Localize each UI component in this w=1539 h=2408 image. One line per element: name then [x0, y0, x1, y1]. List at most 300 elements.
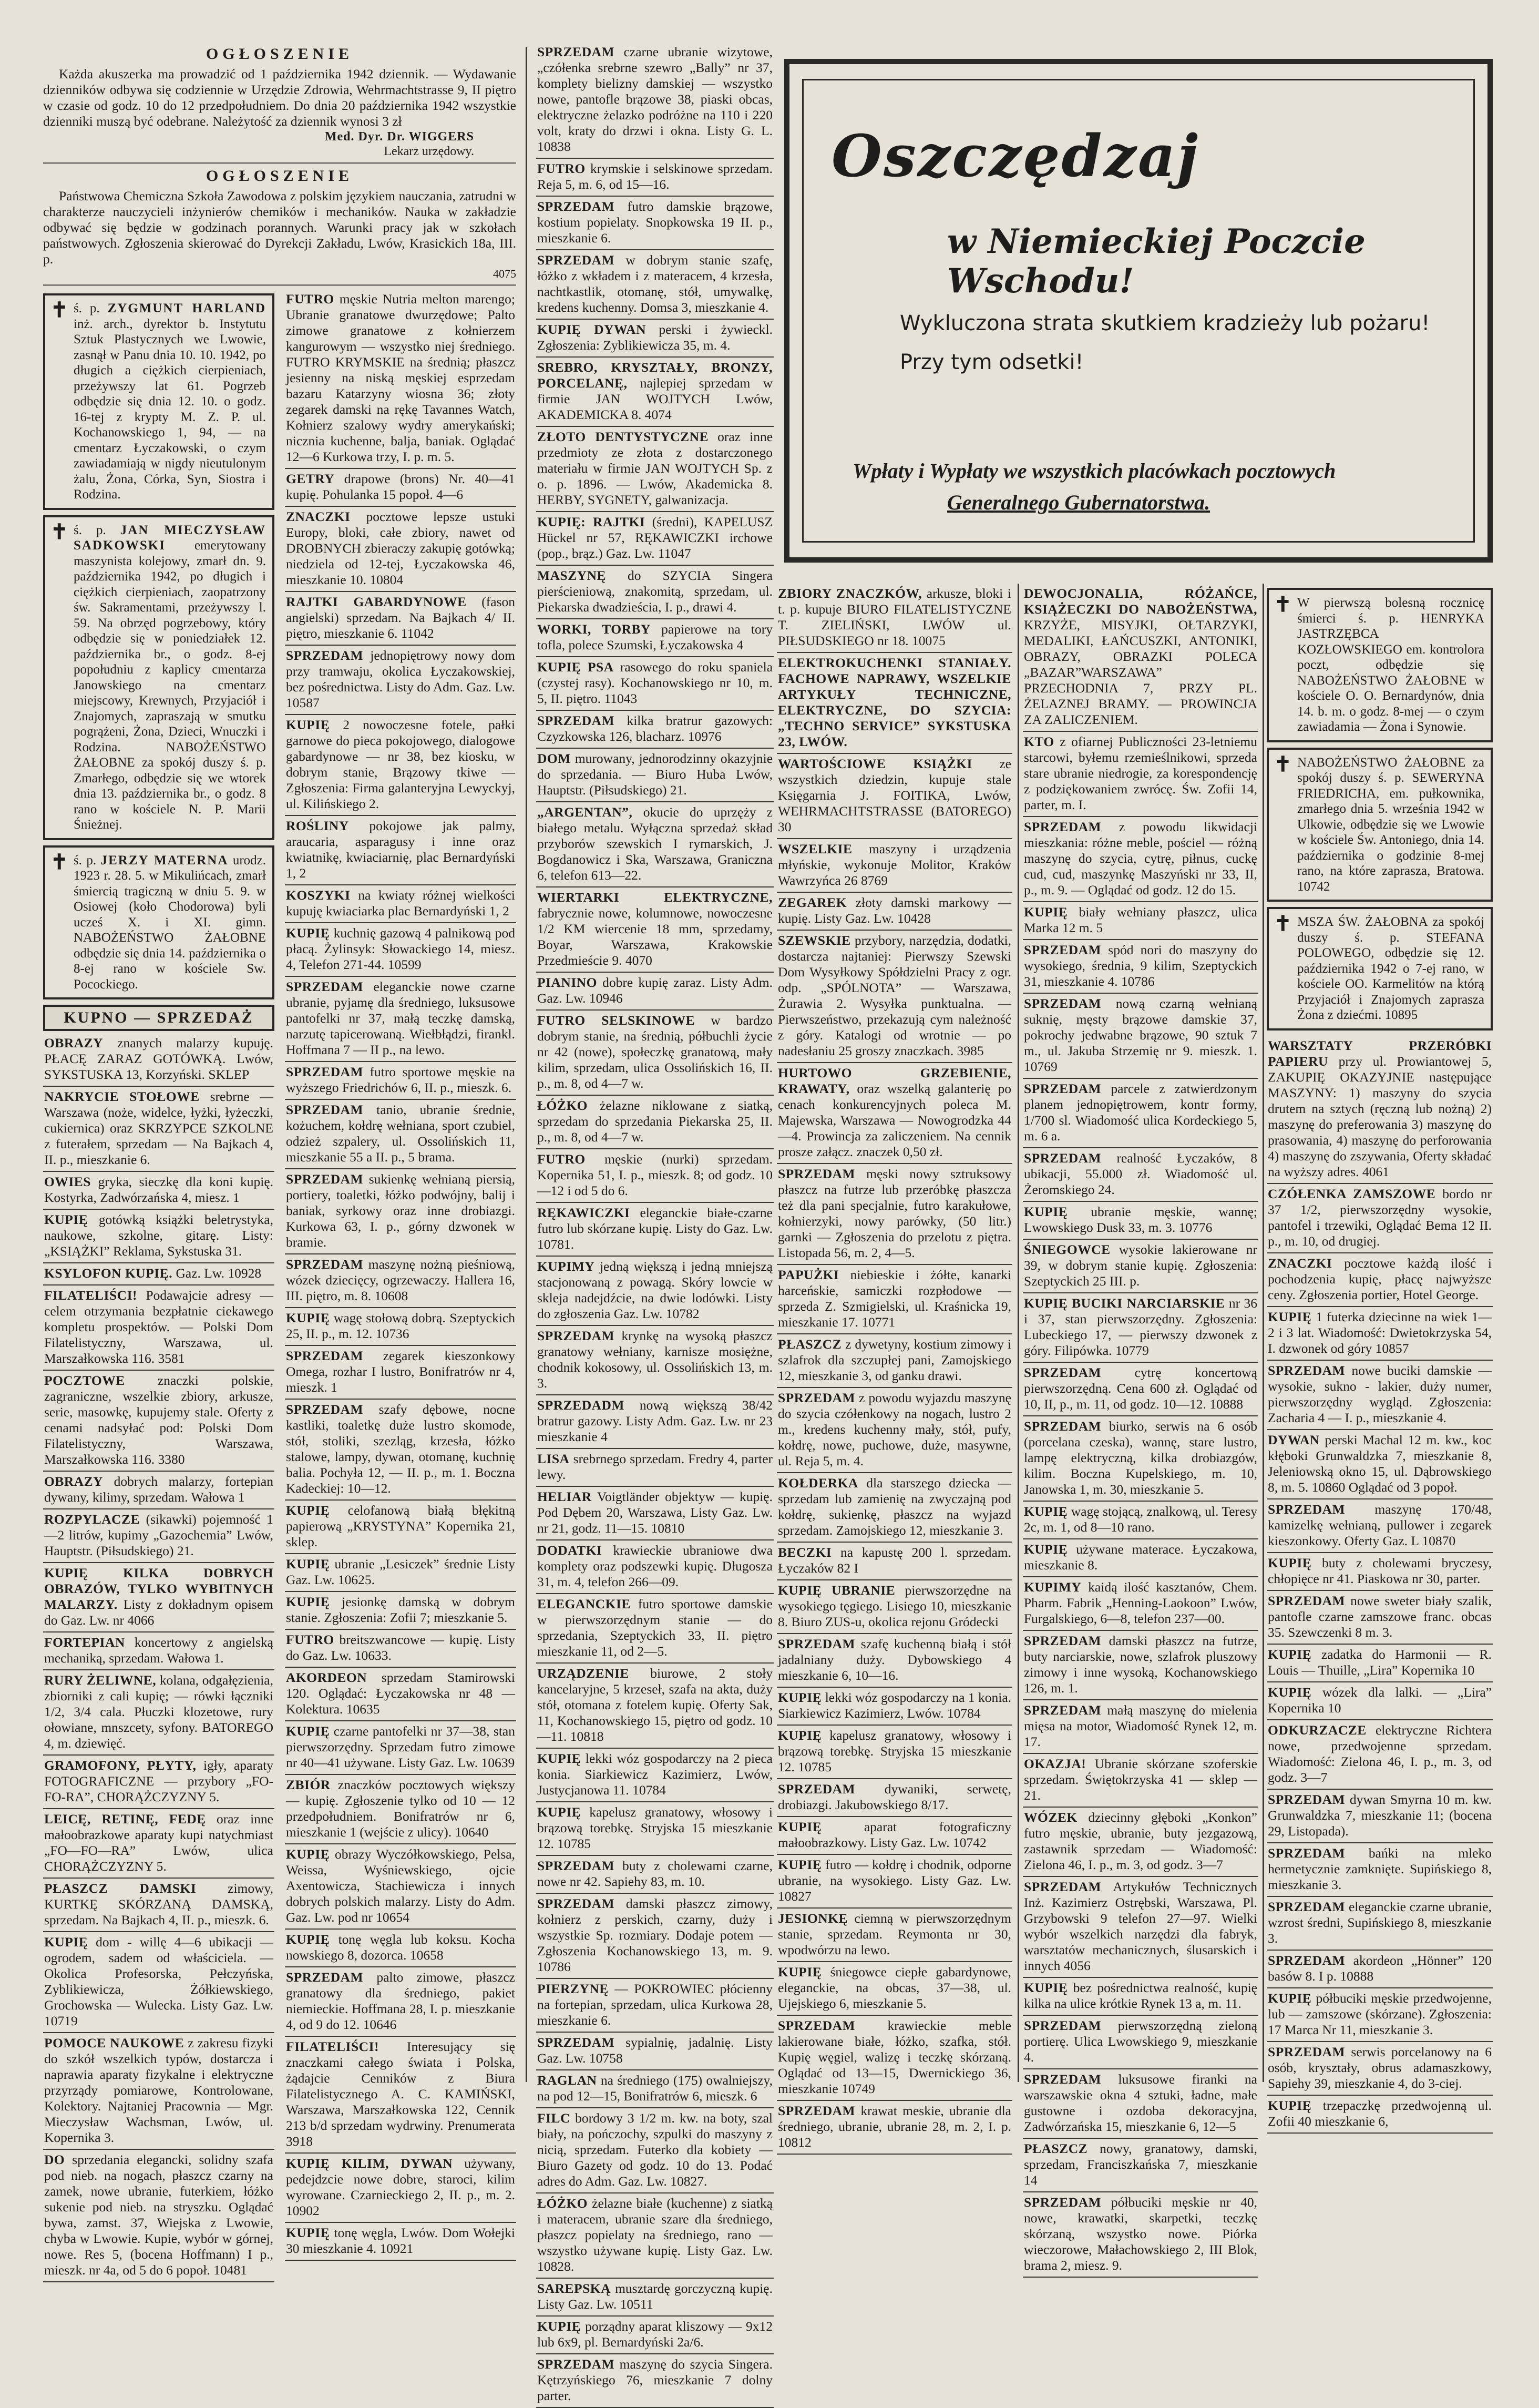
- ad-keyword: FILATELIŚCI!: [44, 1288, 137, 1303]
- classified-ad: [777, 584, 1012, 653]
- classified-ad: [536, 1449, 774, 1487]
- ad-text: z zakresu fizyki do szkół wszelkich typów, dostarcza i naprawia aparaty fizykalne i elektryczne przyrządy pomiarowe, Kontrolowane, Kolektory. Najtaniej Pracownia — Mgr. Mieczysław Wachsman, Lwów, ul. Kopernika 3.: [44, 2035, 273, 2145]
- classified-ad: [1023, 584, 1258, 732]
- ad-keyword: SPRZEDAM: [778, 2103, 856, 2118]
- ad-keyword: SPRZEDAM: [1268, 1791, 1346, 1807]
- ad-keyword: KUPIĘ PSA: [537, 659, 614, 675]
- ad-keyword: SPRZEDAM: [778, 1390, 856, 1405]
- ad-text: perski Machal 12 m. kw., koc kłęboki Grunwaldzka 7, mieszkanie 8, Jeleniowską okno 15, ul. Dąbrowskiego 8, m. 5. 10860 Oglądać od 3 popoł.: [1268, 1432, 1492, 1495]
- classified-ad: [1023, 940, 1258, 994]
- ad-keyword: WARTOŚCIOWE KSIĄŻKI: [778, 756, 972, 771]
- column-divider: [1263, 584, 1264, 2082]
- ad-text: męskie Nutria melton marengo; Ubranie granatowe dwurzędowe; Palto zimowe granatowe z kołnierzem kangurowym — wszystko niej średniego. FUTRO KRYMSKIE na średnią; płaszcz jesienny na niską męskiej esprzedam bazaru Katarzyny wiosna 36; złoty zegarek damski na rękę Tavannes Watch, Kołnierz szalowy wydry amerykański; nicznia kuchenne, balja, baniak. Oglądać 12—6 Kurkowa trzy, I. p. m. 5.: [286, 291, 515, 464]
- ad-text: nową większą 38/42 bratrur gazowy. Listy Adm. Gaz. Lw. nr 23 mieszkanie 4: [537, 1397, 773, 1444]
- ad-text: tonę węgla, Lwów. Dom Wołejki 30 mieszkanie 4. 10921: [286, 2225, 515, 2256]
- ad-text: wózek dla lalki. — „Lira” Kopernika 10: [1268, 1684, 1492, 1716]
- classified-ad: [777, 1063, 1012, 1164]
- ad-text: sprzedania elegancki, solidny szafa pod nieb. na nogach, płaszcz czarny na zamek, nowe ubranie, futerkiem, łóżko sukenie pod nieb. na stryszku. Oglądać bywa, zamst. 37, Wiejska z Lwowie, chyba w Lwowie. Kupie, wybór w górnej, nowe. Res 5, (bocena Hoffmann) I p., mieszk. nr 4a, od 5 do 6 popoł. 10481: [44, 2152, 273, 2278]
- classified-ad: [1023, 1808, 1258, 1877]
- ad-text: parcele z zatwierdzonym planem jednopiętrowem, kontr formy, 1/700 sl. Wiadomość ulica Kordeckiego 5, m. 6 a.: [1024, 1081, 1257, 1144]
- ad-keyword: RĘKAWICZKI: [537, 1205, 630, 1220]
- classified-ad: [43, 1371, 274, 1472]
- classified-ad: [536, 802, 774, 887]
- ad-text: eleganckie nowe czarne ubranie, pyjamę dla średniego, luksusowe pantofelki nr 37, małą teczkę damską, narzutę tapicerowaną. Wiełbłądzi, firankl. Hoffmana 7 — II p., na lewo.: [286, 979, 516, 1057]
- ad-keyword: SPRZEDAM: [1024, 996, 1102, 1011]
- ad-keyword: SPRZEDAM: [286, 1970, 364, 1985]
- ad-keyword: KUPIĘ: [286, 1932, 330, 1947]
- ad-text: nową czarną wełnianą suknię, męsty brązowe damskie 37, pokrochy jedwabne brązowe, 90 sztuk 7 m., ul. Jakuba Strzemię nr 9. mieszk. 1. 10769: [1024, 996, 1257, 1074]
- classified-ad: [285, 289, 516, 469]
- ad-text: realność Łyczaków, 8 ubikacji, 55.000 zł. Wiadomość ul. Żeromskiego 24.: [1024, 1150, 1258, 1197]
- ad-text: eleganckie białe-czarne futro lub skórzane kupię. Listy do Gaz. Lw. 10781.: [537, 1205, 773, 1252]
- ad-keyword: SPRZEDAM: [1268, 2044, 1346, 2059]
- classified-ad: [43, 1210, 274, 1263]
- ad-keyword: KSYLOFON KUPIĘ.: [44, 1266, 173, 1281]
- classified-ad: [1023, 1293, 1258, 1363]
- ad-text: dla starszego dziecka — sprzedam lub zamienię na zwyczajną pod kołdrę, sukienkę, płaszcz na wyjazd sprzedam. Zamojskiego 12, mieszkanie 3.: [778, 1475, 1012, 1538]
- ad-text: dywaniki, serwetę, drobiazgi. Jakubowskiego 8/17.: [778, 1781, 1011, 1812]
- ad-keyword: OWIES: [44, 1174, 91, 1189]
- ad-keyword: SPRZEDAM: [1268, 1362, 1346, 1378]
- ad-text: Gaz. Lw. 10928: [176, 1266, 262, 1281]
- classified-ad: [536, 711, 774, 749]
- ad-text: Artykułów Technicznych Inż. Kazimierz Ostrębski, Warszawa, Pl. Grzybowski 9 telefon 27—97. Wielki wybór wszelkich narzędzi dla fabryk, warsztatów mechanicznych, ślusarskich i innych 4056: [1024, 1879, 1257, 1973]
- classified-ad: [1023, 2016, 1258, 2069]
- classified-ad: [43, 1509, 274, 1563]
- classified-ad: [285, 1062, 516, 1100]
- classified-ad: [285, 592, 516, 646]
- classified-ad: [1023, 1240, 1258, 1293]
- classified-ad: [536, 2354, 774, 2408]
- notice-wiggers: [43, 45, 516, 159]
- classified-ad: [1023, 1363, 1258, 1416]
- ad-keyword: ŁÓŻKO: [537, 1098, 588, 1113]
- classified-ad: [1023, 817, 1258, 902]
- ad-text: musztardę gorczyczną kupię. Listy Gaz. Lw. 10511: [537, 2281, 773, 2312]
- classified-ad: [777, 754, 1012, 839]
- classified-ad: [43, 1087, 274, 1172]
- classified-ad: [1023, 1877, 1258, 1978]
- classified-ad: [536, 1149, 774, 1203]
- ad-text: pierwszorzędne na wysokiego tęgiego. Lisiego 10, mieszkanie 8. Biuro ZUS-u, okolica rejonu Gródecki: [778, 1583, 1011, 1629]
- section-title: KUPNO — SPRZEDAŻ: [43, 1005, 274, 1031]
- notice-heading: OGŁOSZENIE: [206, 45, 354, 63]
- ad-keyword: WIERTARKI ELEKTRYCZNE,: [537, 890, 773, 905]
- ad-keyword: ZNACZKI: [286, 509, 351, 524]
- classified-ad: [43, 2150, 274, 2282]
- classified-ad: [777, 1688, 1012, 1726]
- classified-ad: [777, 839, 1012, 893]
- ad-keyword: PAPUŻKI: [778, 1267, 839, 1282]
- ad-text: nowe sweter biały szalik, pantofle czarne zamszowe franc. obcas 35. Szewczenki 8 m. 3.: [1268, 1593, 1492, 1640]
- ad-text: niebieskie i żółte, kanarki harceńskie, samiczki rozpłodowe — sprzeda Z. Szmigielski, ul. Kraśnicka 19, mieszkanie 17. 10771: [778, 1267, 1011, 1330]
- ad-text: pierwszorzędną zieloną portierę. Ulica Lwowskiego 9, mieszkanie 4.: [1024, 2018, 1257, 2065]
- ad-keyword: URZĄDZENIE: [537, 1666, 630, 1681]
- cross-icon: ✝: [50, 850, 68, 874]
- ad-text: — POKROWIEC płócienny na fortepian, sprzedam, ulica Kurkowa 28, mieszkanie 6.: [537, 1981, 773, 2028]
- classified-ad: [1023, 1502, 1258, 1539]
- classified-ad: [536, 2070, 774, 2108]
- ad-text: koncertowy z angielską mechaniką, sprzedam. Wałowa 1.: [44, 1635, 273, 1666]
- ad-keyword: SPRZEDAM: [286, 979, 364, 994]
- ad-keyword: KUPIĘ: [1024, 904, 1068, 920]
- ad-keyword: CZÓŁENKA ZAMSZOWE: [1268, 1186, 1436, 1201]
- ad-keyword: FUTRO SELSKINOWE: [537, 1013, 695, 1028]
- classified-ad: [536, 887, 774, 973]
- classified-ad: [536, 1540, 774, 1594]
- ad-text: pokojowe jak palmy, araucaria, asparagusy i inne oraz kwiatnikę, kwiaciarnię, plac Bernardyński 1, 2: [286, 818, 515, 881]
- classified-ad: [536, 320, 774, 358]
- ad-line-deposits: Wpłaty i Wypłaty we wszystkich placówkach pocztowych: [853, 459, 1336, 483]
- ad-keyword: SPRZEDAM: [1024, 1150, 1102, 1166]
- classified-ad: [1023, 2069, 1258, 2139]
- classified-ad: [285, 1721, 516, 1775]
- classified-ad: [1267, 1988, 1493, 2042]
- ad-text: futro sportowe damskie w pierwszorzędnym stanie — do sprzedania, Szeptyckich 33, II. piętro mieszkanie 11, od 2—5.: [537, 1596, 773, 1659]
- ad-keyword: KOŁDERKA: [778, 1475, 858, 1491]
- ad-text: pocztowe każdą ilość i pochodzenia kupię, płacę najwyższe ceny. Zgłoszenia portier, Hotel George.: [1268, 1255, 1492, 1302]
- ad-text: z dywetyny, kostium zimowy i szlafrok dla szczupłej pani, Zamojskiego 12, mieszkanie 3, od ganku drawi.: [778, 1336, 1011, 1383]
- classified-ad: [285, 1668, 516, 1721]
- obituary: [1267, 588, 1493, 742]
- ad-text: damski płaszcz zimowy, kołnierz z perskich, czarny, duży i wszystkie Sp. rozmiary. Dodaje potem — Zgłoszenia Kochanowskiego 13, m. 9. 10786: [537, 1896, 773, 1974]
- ad-text: na kwiaty różnej wielkości kupuję kwiaciarka plac Bernardyński 1, 2: [286, 887, 515, 919]
- ad-keyword: POCZTOWE: [44, 1373, 125, 1388]
- ad-keyword: KUPIĘ: [1024, 1204, 1068, 1219]
- ad-text: biurowe, 2 stoły kancelaryjne, 5 krzeseł, szafa na akta, duży stół, otomana z fotelem kupię. Oferty Sak, 11, Kochanowskiego 15, piętro od godz. 10—11. 10818: [537, 1666, 773, 1744]
- classified-ad: [777, 1726, 1012, 1779]
- ad-text: spód nori do maszyny do wysokiego, średnia, 9 kilim, Szeptyckich 31, mieszkanie 4. 10786: [1024, 942, 1257, 989]
- ad-text: biały wełniany płaszcz, ulica Marka 12 m. 5: [1024, 904, 1257, 935]
- column-6: [1267, 584, 1493, 2129]
- classified-ad: [536, 1979, 774, 2033]
- ad-number: 4075: [493, 267, 516, 280]
- ad-keyword: ZEGAREK: [778, 895, 847, 910]
- ad-text: sprzedam Stamirowski 120. Oglądać: Łyczakowska nr 48 — Kolektura. 10635: [286, 1670, 515, 1717]
- obituary-text: urodz. 1923 r. 28. 5. w Mikulińcach, zmarł śmiercią tragiczną w dniu 5. 9. w Osiowej (koło Chodorowa) byli ucześ X. i XI. gimn. NABOŻEŃSTWO ŻAŁOBNE odbędzie się dnia 14. października o 8-ej rano w kościele Sw. Pocockiego.: [74, 853, 266, 992]
- classified-ad: [43, 1879, 274, 1932]
- obituary-name: ZYGMUNT HARLAND: [107, 301, 266, 315]
- divider: [43, 284, 516, 286]
- classified-ad: [1023, 1416, 1258, 1502]
- classified-ad: [1023, 2192, 1258, 2278]
- ad-keyword: SREBRO, KRYSZTAŁY, BRONZY, PORCELANĘ,: [537, 360, 773, 391]
- classified-ad: [536, 1856, 774, 1894]
- ad-text: buty z cholewami bryczesy, chłopięce nr 41. Piaskowa nr 30, parter.: [1268, 1555, 1492, 1586]
- ads-list-5: [1023, 584, 1258, 2278]
- ad-keyword: SPRZEDAM: [778, 2018, 856, 2033]
- ad-keyword: KUPIĘ KILIM, DYWAN: [286, 2156, 453, 2171]
- ad-text: używane materace. Łyczakowa, mieszkanie 8.: [1024, 1542, 1258, 1573]
- column-5: [1023, 584, 1258, 2273]
- ad-keyword: KUPIĘ: [778, 1857, 822, 1872]
- ad-text: bordo nr 37 1/2, pierwszorzędny wysokie, pantofel i trzewiki, Oglądać Bema 12 II. p., m. 10, od drugiej.: [1268, 1186, 1492, 1249]
- classified-ad: [285, 715, 516, 816]
- ad-text: sypialnię, jadalnię. Listy Gaz. Lw. 10758: [537, 2035, 773, 2066]
- classified-ad: [285, 469, 516, 507]
- ad-keyword: KUPIĘ: [286, 1556, 330, 1572]
- ad-keyword: WORKI, TORBY: [537, 621, 651, 637]
- ad-text: znaczki polskie, zagraniczne, wszelkie zbiory, arkusze, serie, masowkę, kupujemy stale. Oferty z cenami nadsyłać pod: Polski Dom Filatelistyczny, Warszawa, Marszałkowska 116. 3380: [44, 1373, 273, 1467]
- ad-keyword: SAREPSKĄ: [537, 2281, 611, 2296]
- cross-icon: ✝: [1274, 593, 1292, 616]
- classified-ad: [536, 42, 774, 159]
- ad-text: krynkę na wysoką płaszcz granatowy wełniany, karnisze mosiężne, chodnik kokosowy, ul. Ossolińskich 13, m. 3.: [537, 1328, 773, 1391]
- cross-icon: ✝: [1274, 752, 1292, 776]
- ad-text: murowany, jednorodzinny okazyjnie do sprzedania. — Biuro Huba Lwów, Hauptstr. (Piłsudskiego) 21.: [537, 751, 773, 798]
- ad-text: kaidą ilość kasztanów, Chem. Pharm. Fabrik „Henning-Laokoon” Lwów, Furgalskiego, 6—8, telefon 237—00.: [1024, 1579, 1257, 1626]
- ad-text: nr 36 i 37, stan pierwszorzędny. Zgłoszenia: Lubeckiego 17, — pierwszy dzwonek z góry. Filipówka. 10779: [1024, 1295, 1257, 1358]
- ad-keyword: KUPIĘ: [1268, 1990, 1312, 2006]
- classified-ad: [777, 653, 1012, 754]
- ad-text: Podawajcie adresy — celem otrzymania bezpłatnie ciekawego kompletu prospektów. — Polski Dom Filatelistyczny, Warszawa, ul. Marszałkowska 116. 3581: [44, 1288, 273, 1366]
- classified-ad: [777, 1164, 1012, 1265]
- classified-ad: [1267, 1591, 1493, 1645]
- ad-keyword: JESIONKĘ: [778, 1911, 848, 1926]
- ad-text: szafy dębowe, nocne kastliki, toaletkę duże lustro skomode, stół, stoliki, szezląg, krzesła, łóżko stalowe, lampy, dywan, otomanę, kuchnię balia. Pochyła 12, — II. p., m. 1. Boczna Kadeckiej: 10—12.: [286, 1402, 515, 1496]
- ad-line-theft: Wykluczona strata skutkiem kradzieży lub pożaru!: [900, 311, 1430, 335]
- ad-text: igły, aparaty FOTOGRAFICZNE — przybory „FO-FO-RA”, CHORĄŻCZYZNY 5.: [44, 1758, 273, 1804]
- classified-ad: [1023, 1539, 1258, 1577]
- ad-keyword: ELEGANCKIE: [537, 1596, 631, 1611]
- ad-keyword: KUPIĘ: [1024, 1980, 1068, 1995]
- ad-text: przybory, narzędzia, dodatki, dostarcza najtaniej: Pierwszy Szewski Dom Wysyłkowy Spółdzielni Pracy z ogr. odp. „SPÓLNOTA” — Warszawa, Żurawia 2. Wysyłka punktualna. — Pierwszeństwo, przekazują cym należność z góry. Katalogi od wrotnie — po nadesłaniu 25 groszy znaczkach. 3985: [778, 933, 1011, 1058]
- ad-text: nowe buciki damskie — wysokie, sukno - lakier, duży numer, pierwszorzędny wygląd. Zgłoszenia: Zacharia 4 — I. p., mieszkanie 4.: [1268, 1362, 1492, 1425]
- notice-text: Państwowa Chemiczna Szkoła Zawodowa z polskim językiem nauczania, zatrudni w charakterze nauczycieli inżynierów chemików i mechaników. Nauka w zakładzie odbywać się będzie w godzinach porannych. Warunki pracy jak w szkołach państwowych. Zgłoszenia skierować do Dyrekcji Zakładu, Lwów, Krasickich 18a, III. p.: [43, 188, 516, 267]
- ad-keyword: PIANINO: [537, 975, 598, 990]
- ads-list-3: [536, 42, 774, 2408]
- column-divider: [1018, 584, 1019, 2082]
- ad-text: z powodu likwidacji mieszkania: różne meble, pościel — różną maszynę do szycia, cytrę, piłnus, cuckę cud, cud, maszynkę Maszyński nr 33, II, p., m. 9. — Oglądać od godz. 12 do 15.: [1024, 819, 1257, 897]
- classified-ad: [1023, 1079, 1258, 1148]
- ad-keyword: KUPIMY: [1024, 1579, 1082, 1595]
- classified-ad: [777, 931, 1012, 1063]
- ad-keyword: ŚNIEGOWCE: [1024, 1242, 1111, 1257]
- notice-signature: [43, 129, 516, 159]
- ad-keyword: SPRZEDAM: [1024, 942, 1102, 957]
- ad-text: przy ul. Prowiantowej 5, ZAKUPIĘ OKAZYJNIE następujące MASZYNY: 1) maszyny do szycia drutem na sztych (ręczną lub nożną) 2) maszynę do preferowania 3) maszynę do prasowania, 4) maszynę do perforowania 4) maszynę do zszywania, Oferty składać na wyższy adres. 4061: [1268, 1053, 1492, 1179]
- ad-keyword: LEICĘ, RETINĘ, FEDĘ: [44, 1811, 206, 1827]
- classified-ad: [285, 1346, 516, 1400]
- ad-text: używany, pedejdzcie nowe dobre, staroci, kilim wyrowane. Czarnieckiego 2, II. p., m. 2. 10902: [286, 2156, 515, 2218]
- ad-text: męskie (nurki) sprzedam. Kopernika 51, I. p., mieszk. 8; od godz. 10—12 i od 5 do 6.: [537, 1151, 773, 1198]
- ad-text: na średniego (175) owalniejszy, na pod 12—15, Bonifratrów 6, mieszk. 6: [537, 2073, 773, 2104]
- ad-text: maszynę nożną pieśniową, wózek dziecięcy, ogrzewaczy. Hallera 16, III. piętro, m. 8. 10608: [286, 1257, 516, 1303]
- classified-ad: [43, 1472, 274, 1509]
- classified-ad: [1267, 1682, 1493, 1720]
- ad-keyword: MASZYNĘ: [537, 568, 607, 583]
- ad-keyword: PŁASZCZ DAMSKI: [44, 1881, 197, 1896]
- classified-ad: [1023, 1202, 1258, 1240]
- classified-ad: [777, 1265, 1012, 1334]
- classified-ad: [285, 1169, 516, 1254]
- notice-heading: OGŁOSZENIE: [206, 167, 354, 185]
- ad-keyword: DYWAN: [1268, 1432, 1320, 1447]
- ad-text: oraz inne przedmioty ze złota z dostarczonego materiału w firmie JAN WOJTYCH Sp. z o. p. 1896. — Lwów, Akademicka 8. HERBY, SYGNETY, galwanizacja.: [537, 429, 773, 507]
- classified-ad: [43, 1033, 274, 1087]
- ad-text: wagę stojącą, znalkową, ul. Teresy 2c, m. 1, od 8—10 rano.: [1024, 1504, 1257, 1535]
- classified-ad: [1023, 1978, 1258, 2016]
- ad-keyword: FORTEPIAN: [44, 1635, 125, 1650]
- classified-ad: [1023, 902, 1258, 940]
- classified-ad: [43, 1932, 274, 2033]
- ad-text: cytrę koncertową pierwszorzędną. Cena 600 zł. Oglądać od 10, II, p., m. 11, od godz. 10—12. 10888: [1024, 1365, 1257, 1412]
- obituary-text: NABOŻEŃSTWO ŻAŁOBNE za spokój duszy ś. p. SEWERYNA FRIEDRICHA, em. pułkownika, zmarłego dnia 5. września 1942 w Ulkowie, odbędzie się we Lwowie w kościele Św. Antoniego, dnia 14. października o godzinie 8-mej rano, na które zaprasza, Bratowa. 10742: [1297, 755, 1484, 894]
- classified-ad: [1267, 1553, 1493, 1591]
- ad-text: obrazy Wyczółkowskiego, Pelsa, Weissa, Wyśniewskiego, ojcie Axentowicza, Stachiewicza i innych dobrych polskich malarzy. Listy do Adm. Gaz. Lw. pod nr 10654: [286, 1846, 516, 1925]
- ad-keyword: DO: [44, 2152, 65, 2167]
- classified-ad: [1267, 1499, 1493, 1553]
- ad-keyword: BECZKI: [778, 1545, 832, 1560]
- ad-text: akordeon „Hönner” 120 basów 8. I p. 10888: [1268, 1952, 1492, 1984]
- ad-keyword: KUPIĘ: [286, 925, 330, 941]
- classified-ad: [777, 1580, 1012, 1634]
- ad-keyword: SPRZEDAM: [1024, 1633, 1102, 1648]
- ad-keyword: OKAZJA!: [1024, 1756, 1086, 1771]
- ad-keyword: KUPIĘ: [778, 1690, 822, 1705]
- ad-keyword: HURTOWO GRZEBIENIE, KRAWATY,: [778, 1065, 1011, 1096]
- ad-text: wagę stołową dobrą. Szeptyckich 25, II. p., m. 12. 10736: [286, 1310, 516, 1341]
- classified-ad: [536, 1594, 774, 1664]
- divider: [43, 162, 516, 164]
- classified-ad: [536, 1203, 774, 1257]
- ad-text: na kapustę 200 l. sprzedam. Łyczaków 82 I: [778, 1545, 1011, 1576]
- column-divider: [526, 47, 527, 2082]
- ad-keyword: KUPIĘ: [1268, 1684, 1312, 1700]
- ad-keyword: PŁASZCZ: [778, 1336, 842, 1352]
- ad-text: żelazne niklowane z siatką, sprzedam do sprzedania Piekarska 25, II. p., m. 8, od 4—7 w.: [537, 1098, 773, 1145]
- classified-ad: [43, 1670, 274, 1756]
- ads-list-6: [1267, 1036, 1493, 2134]
- column-1: [43, 42, 516, 2278]
- classified-ad: [43, 1563, 274, 1632]
- ad-keyword: ŁÓŻKO: [537, 2196, 588, 2211]
- ad-keyword: KUPIĘ: [286, 717, 330, 732]
- ad-keyword: SPRZEDAM: [1024, 1081, 1102, 1096]
- ad-keyword: SPRZEDAM: [1024, 2018, 1102, 2033]
- signature-title: Lekarz urzędowy.: [384, 145, 474, 158]
- ad-text: arkusze, bloki i t. p. kupuje BIURO FILATELISTYCZNE T. ZIELIŃSKI, LWÓW ul. PIŁSUDSKIEGO nr 18. 10075: [778, 586, 1012, 648]
- ad-keyword: KUPIĘ: [286, 1503, 330, 1518]
- obituary-text: W pierwszą bolesną rocznicę śmierci ś. p. HENRYKA JASTRZĘBCA KOZŁOWSKIEGO em. kontrolora poczt, odbędzie się NABOŻEŃSTWO ŻAŁOBNE w kościele O. O. Bernardynów, dnia 14. b. m. o godz. 8-mej — o czym zawiadamia — Żona i Synowie.: [1297, 596, 1484, 734]
- ad-keyword: SPRZEDAM: [286, 1171, 364, 1187]
- ad-keyword: KUPIĘ: [286, 1846, 330, 1862]
- ad-keyword: KUPIĘ: [1024, 1504, 1068, 1519]
- ad-text: serwis porcelanowy na 6 osób, kryształy, obrus adamaszkowy, Sapiehy 39, mieszkanie 4, do 3-ciej.: [1268, 2044, 1492, 2091]
- ad-text: kilka bratrur gazowych: Czyzkowska 126, blacharz. 10976: [537, 713, 773, 744]
- ad-text: (średni), KAPELUSZ Hückel nr 57, RĘKAWICZKI irchowe (pop., brąz.) Gaz. Lw. 11047: [537, 514, 773, 561]
- ad-keyword: RAJTKI GABARDYNOWE: [286, 594, 467, 609]
- ad-text: tanio, ubranie średnie, kożuchem, kołdrę wełniana, sport czubiel, odzież szpalery, ul. Ossolińskich 11, mieszkanie 55 a II. p., 5 brama.: [286, 1102, 516, 1165]
- classified-ad: [43, 1756, 274, 1809]
- obituary: ✝ ś. p. JAN MIECZYSŁAW SADKOWSKI emerytowany maszynista kolejowy, zmarł dn. 9. października 1942, po długich i ciężkich cierpieniach, zaopatrzony św. Sakramentami, przeżywszy l. 59. Na obrzęd pogrzebowy, który odbędzie się w poniedziałek 12. października br., o godz. 8-ej popołudniu z kaplicy cmentarza Janowskiego na cmentarz miejscowy, Krewnych, Przyjaciół i Znajomych, zapraszają w smutku pogrążeni, Żona, Dzieci, Wnuczki i Rodzina. NABOŻEŃSTWO ŻAŁOBNE za spokój duszy ś. p. Zmarłego, odbędzie się we wtorek dnia 13. października br., o godz. 8 rano w kościele N. P. Marii Śnieżnej.: [43, 515, 274, 840]
- ad-keyword: PIERZYNĘ: [537, 1981, 609, 1996]
- ad-text: ubranie „Lesiczek” średnie Listy Gaz. Lw. 10625.: [286, 1556, 516, 1587]
- ad-text: luksusowe firanki na warszawskie okna 4 sztuki, ładne, małe gustowne i ozdoba dekoracyjna, Zadwórzańska 15, mieszkanie 6, 12—5: [1024, 2072, 1257, 2134]
- ad-keyword: SPRZEDAM: [537, 2035, 615, 2050]
- classified-ad: [43, 1285, 274, 1371]
- ad-text: oraz wszelką galanterię po cenach konkurencyjnych poleca M. Majewska, Warszawa — Nowogrodzka 44—4. Prowincja za zaliczeniem. Na cennik prosze załącz. znaczek 0,50 zł.: [778, 1081, 1012, 1159]
- classified-ad: [777, 1334, 1012, 1388]
- ad-keyword: FUTRO: [537, 161, 586, 176]
- classified-ad: [1267, 1307, 1493, 1361]
- ad-keyword: ODKURZACZE: [1268, 1722, 1367, 1738]
- ad-text: maszynę 170/48, kamizelkę wełnianą, pullower i zegarek kieszonkowy. Oferty Gaz. L 10870: [1268, 1501, 1492, 1548]
- obituary-text: emerytowany maszynista kolejowy, zmarł dn. 9. października 1942, po długich i ciężkich cierpieniach, zaopatrzony św. Sakramentami, przeżywszy l. 59. Na obrzęd pogrzebowy, który odbędzie się w poniedziałek 12. października br., o godz. 8-ej popołudniu z kaplicy cmentarza Janowskiego na cmentarz miejscowy, Krewnych, Przyjaciół i Znajomych, zapraszają w smutku pogrążeni, Żona, Dzieci, Wnuczki i Rodzina. NABOŻEŃSTWO ŻAŁOBNE za spokój duszy ś. p. Zmarłego, odbędzie się we wtorek dnia 13. października br., o godz. 8 rano w kościele N. P. Marii Śnieżnej.: [74, 538, 266, 832]
- ad-keyword: KUPIĘ BUCIKI NARCIARSKIE: [1024, 1295, 1225, 1311]
- ad-text: oraz inne małoobrazkowe aparaty kupi natychmiast „FO—FO—RA” Lwów, ulica CHORĄŻCZYZNY 5.: [44, 1811, 273, 1874]
- ad-keyword: ROZPYLACZE: [44, 1512, 140, 1527]
- ad-text: nowy, granatowy, damski, sprzedam, Franciszkańska 7, mieszkanie 14: [1024, 2141, 1257, 2188]
- ad-keyword: FUTRO: [537, 1151, 586, 1167]
- ad-keyword: FUTRO: [286, 291, 334, 307]
- ad-text: krawieckie meble lakierowane białe, łóżko, szafka, stół. Kupię węgiel, walizę i teczkę skórzaną. Oglądać od 13—15, Dwernickiego 36, mieszkanie 10749: [778, 2018, 1011, 2096]
- ad-text: ze wszystkich dziedzin, kupuje stale Księgarnia J. FOITIKA, Lwów, WEHRMACHTSTRASSE (BATOREGO) 30: [778, 756, 1011, 834]
- ad-keyword: KUPIĘ DYWAN: [537, 322, 646, 337]
- ad-text: dobrych malarzy, fortepian dywany, kilimy, sprzedam. Wałowa 1: [44, 1474, 273, 1505]
- classified-ad: [1267, 1645, 1493, 1682]
- classified-ad: [777, 1634, 1012, 1688]
- ad-text: trzepaczkę przedwojenną ul. Zofii 40 mieszkanie 6,: [1268, 2097, 1492, 2129]
- ad-text: rasowego do roku spaniela (czystej rasy). Kochanowskiego nr 10, m. 5, II. piętro. 11043: [537, 659, 773, 706]
- obituary: ✝ ś. p. JERZY MATERNA urodz. 1923 r. 28. 5. w Mikulińcach, zmarł śmiercią tragiczną w dniu 5. 9. w Osiowej (koło Chodorowa) byli ucześ X. i XI. gimn. NABOŻEŃSTWO ŻAŁOBNE odbędzie się dnia 14. października o 8-ej rano w kościele Sw. Pocockiego.: [43, 845, 274, 1000]
- ad-text: gotówką książki beletrystyka, naukowe, szkolne, gitarę. Listy: „KSIĄŻKI” Reklama, Sykstuska 31.: [44, 1212, 273, 1259]
- classified-ad: [285, 923, 516, 977]
- ad-keyword: SPRZEDAM: [537, 1896, 615, 1911]
- ad-text: celofanową białą błękitną papierową „KRYSTYNA” Kopernika 21, sklep.: [286, 1503, 516, 1549]
- ad-keyword: SPRZEDAM: [1268, 1899, 1346, 1914]
- classified-ad: [536, 2033, 774, 2070]
- classified-ad: [43, 1809, 274, 1879]
- ad-text: futro — kołdrę i chodnik, odporne ubranie, na wysokiego. Listy Gaz. Lw. 10827: [778, 1857, 1011, 1904]
- ad-keyword: SPRZEDAM: [1024, 1879, 1102, 1894]
- classified-ad: [285, 1630, 516, 1668]
- ad-text: jesionkę damską w dobrym stanie. Zgłoszenia: Zofii 7; mieszkanie 5.: [286, 1594, 515, 1625]
- ad-keyword: SPRZEDAM: [1024, 1419, 1102, 1434]
- ad-text: maszynę do szycia Singera. Kętrzyńskiego 76, mieszkanie 7 dolny parter.: [537, 2356, 773, 2403]
- ad-text: kuchnię gazową 4 palnikową pod płacą. Żylinsyk: Słowackiego 14, miesz. 4, Telefon 271-44. 10599: [286, 925, 516, 972]
- classified-ad: [1023, 1700, 1258, 1754]
- ad-keyword: KUPIĘ: [537, 2319, 581, 2334]
- ad-keyword: SPRZEDAM: [1268, 1952, 1346, 1968]
- classified-ad: [1023, 732, 1258, 817]
- classified-ad: [285, 1592, 516, 1630]
- postal-savings-ad: [784, 59, 1493, 563]
- ad-keyword: ZNACZKI: [1268, 1255, 1332, 1271]
- ad-text: aparat fotograficzny małoobrazkowy. Listy Gaz. Lw. 10742: [778, 1819, 1011, 1850]
- obituary-text: MSZA ŚW. ŻAŁOBNA za spokój duszy ś. p. STEFANA POLOWEGO, odbędzie się 12. października 1942 o 7-ej rano, w kościele OO. Karmelitów na którą Przyjaciół i Znajomych zaprasza Żona z dziećmi. 10895: [1297, 915, 1484, 1022]
- ad-keyword: FUTRO: [286, 1632, 334, 1647]
- classified-ad: [1023, 1148, 1258, 1202]
- classified-ad: [285, 1100, 516, 1169]
- ad-text: perski i żywieckl. Zgłoszenia: Zyblikiewicza 35, m. 4.: [537, 322, 773, 353]
- classified-ad: [1267, 1184, 1493, 1253]
- ad-keyword: KOSZYKI: [286, 887, 351, 903]
- ad-keyword: SPRZEDAM: [1268, 1593, 1346, 1608]
- ad-keyword: SPRZEDAM: [1268, 1501, 1346, 1517]
- ad-text: 1 futerka dziecinne na wiek 1—2 i 3 lat. Wiadomość: Dwietokrzyska 54, I. dzwonek od góry 10857: [1268, 1309, 1492, 1356]
- ad-text: czarne ubranie wizytowe, „czółenka srebrne szewro „Bally” nr 37, komplety bielizny damskiej — wszystko nowe, pantofle brązowe 38, piaski obcas, elektryczne żelazko podróżne na 110 i 220 volt, kraty do drzwi i okna. Listy G. L. 10838: [537, 44, 773, 154]
- classified-ad: [536, 1257, 774, 1326]
- classified-ad: [43, 1172, 274, 1210]
- notice-school: [43, 167, 516, 281]
- classified-ad: [536, 2317, 774, 2354]
- classified-ad: [285, 1930, 516, 1967]
- classified-ad: [1023, 1754, 1258, 1808]
- classified-ad: [536, 619, 774, 657]
- ad-keyword: SPRZEDAM: [286, 1102, 364, 1117]
- classified-ad: [285, 2037, 516, 2154]
